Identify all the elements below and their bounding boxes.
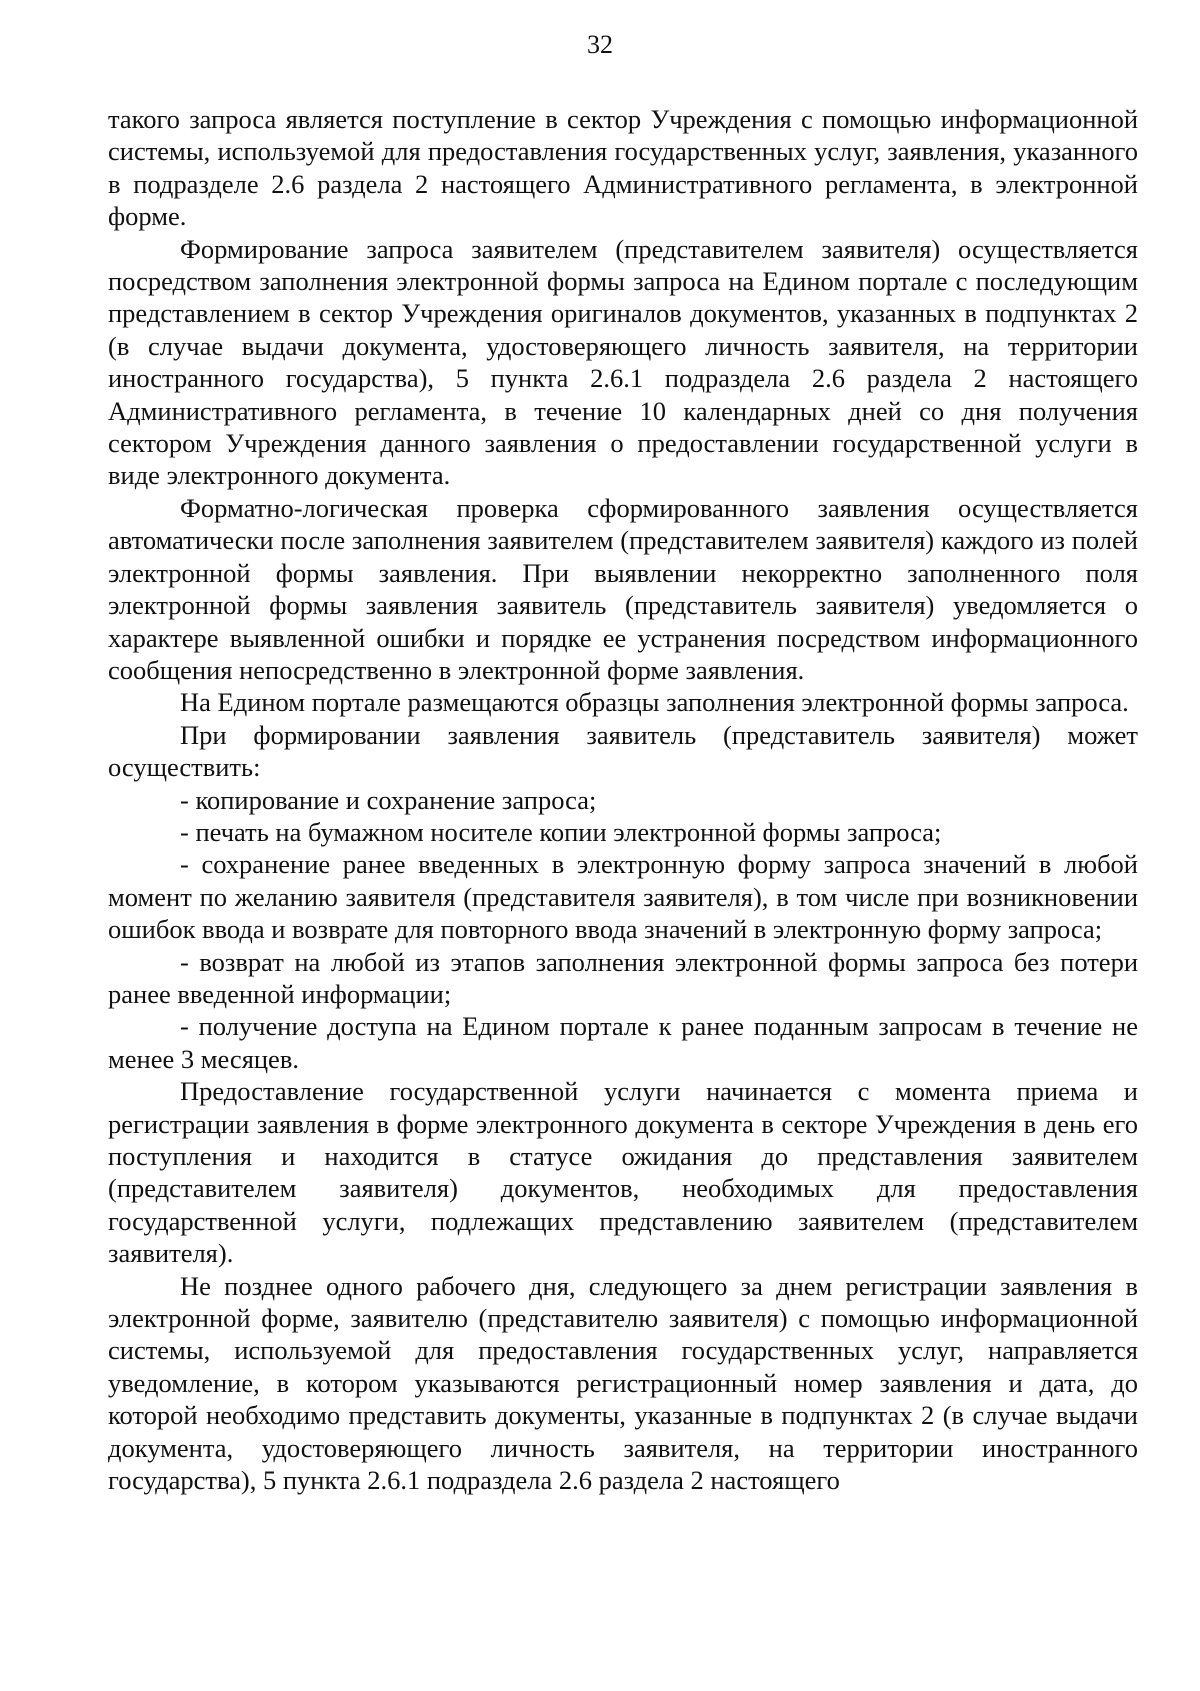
paragraph-format-logic-check: Форматно-логическая проверка сформированного заявления осуществляется автоматически после заполнения заявителем (представителем заявителя) каждого из полей электронной формы заявления. При выявлении некорректно заполненного поля электронной формы заявления заявитель (представитель заявителя) уведомляется о характере выявленной ошибки и порядке ее устранения посредством информационного сообщения непосредственно в электронной форме заявления.: [108, 492, 1138, 685]
document-body: [108, 103, 1138, 1496]
paragraph-form-samples: На Едином портале размещаются образцы заполнения электронной формы запроса.: [180, 687, 1129, 718]
paragraph-notification: Не позднее одного рабочего дня, следующего за днем регистрации заявления в электронной форме, заявителю (представителю заявителя) с помощью информационной системы, используемой для предоставления государственных услуг, направляется уведомление, в котором указываются регистрационный номер заявления и дата, до которой необходимо представить документы, указанные в подпунктах 2 (в случае выдачи документа, удостоверяющего личность заявителя, на территории иностранного государства), 5 пункта 2.6.1 подраздела 2.6 раздела 2 настоящего: [108, 1270, 1138, 1496]
list-item-return-stage: - возврат на любой из этапов заполнения электронной формы запроса без потери ранее введенной информации;: [108, 946, 1138, 1009]
page-number: 32: [587, 30, 613, 59]
list-item-print: - печать на бумажном носителе копии электронной формы запроса;: [180, 816, 942, 847]
paragraph-applicant-can: При формировании заявления заявитель (представитель заявителя) может осуществить:: [108, 719, 1138, 783]
list-item-save-values: - сохранение ранее введенных в электронную форму запроса значений в любой момент по желанию заявителя (представителя заявителя), в том числе при возникновении ошибок ввода и возврате для повторного ввода значений в электронную форму запроса;: [108, 849, 1138, 945]
list-item-copy-save: - копирование и сохранение запроса;: [180, 784, 597, 815]
paragraph-service-start: Предоставление государственной услуги начинается с момента приема и регистрации заявления в форме электронного документа в секторе Учреждения в день его поступления и находится в статусе ожидания до представления заявителем (представителем заявителя) документов, необходимых для предоставления государственной услуги, подлежащих представлению заявителем (представителем заявителя).: [108, 1076, 1138, 1269]
paragraph-request-formation: Формирование запроса заявителем (представителем заявителя) осуществляется посредством заполнения электронной формы запроса на Едином портале с последующим представлением в сектор Учреждения оригиналов документов, указанных в подпунктах 2 (в случае выдачи документа, удостоверяющего личность заявителя, на территории иностранного государства), 5 пункта 2.6.1 подраздела 2.6 раздела 2 настоящего Административного регламента, в течение 10 календарных дней со дня получения сектором Учреждения данного заявления о предоставлении государственной услуги в виде электронного документа.: [108, 233, 1138, 491]
paragraph-continuation: такого запроса является поступление в сектор Учреждения с помощью информационной системы, используемой для предоставления государственных услуг, заявления, указанного в подразделе 2.6 раздела 2 настоящего Административного регламента, в электронной форме.: [108, 104, 1138, 232]
list-item-access-requests: - получение доступа на Едином портале к ранее поданным запросам в течение не менее 3 месяцев.: [108, 1011, 1138, 1074]
